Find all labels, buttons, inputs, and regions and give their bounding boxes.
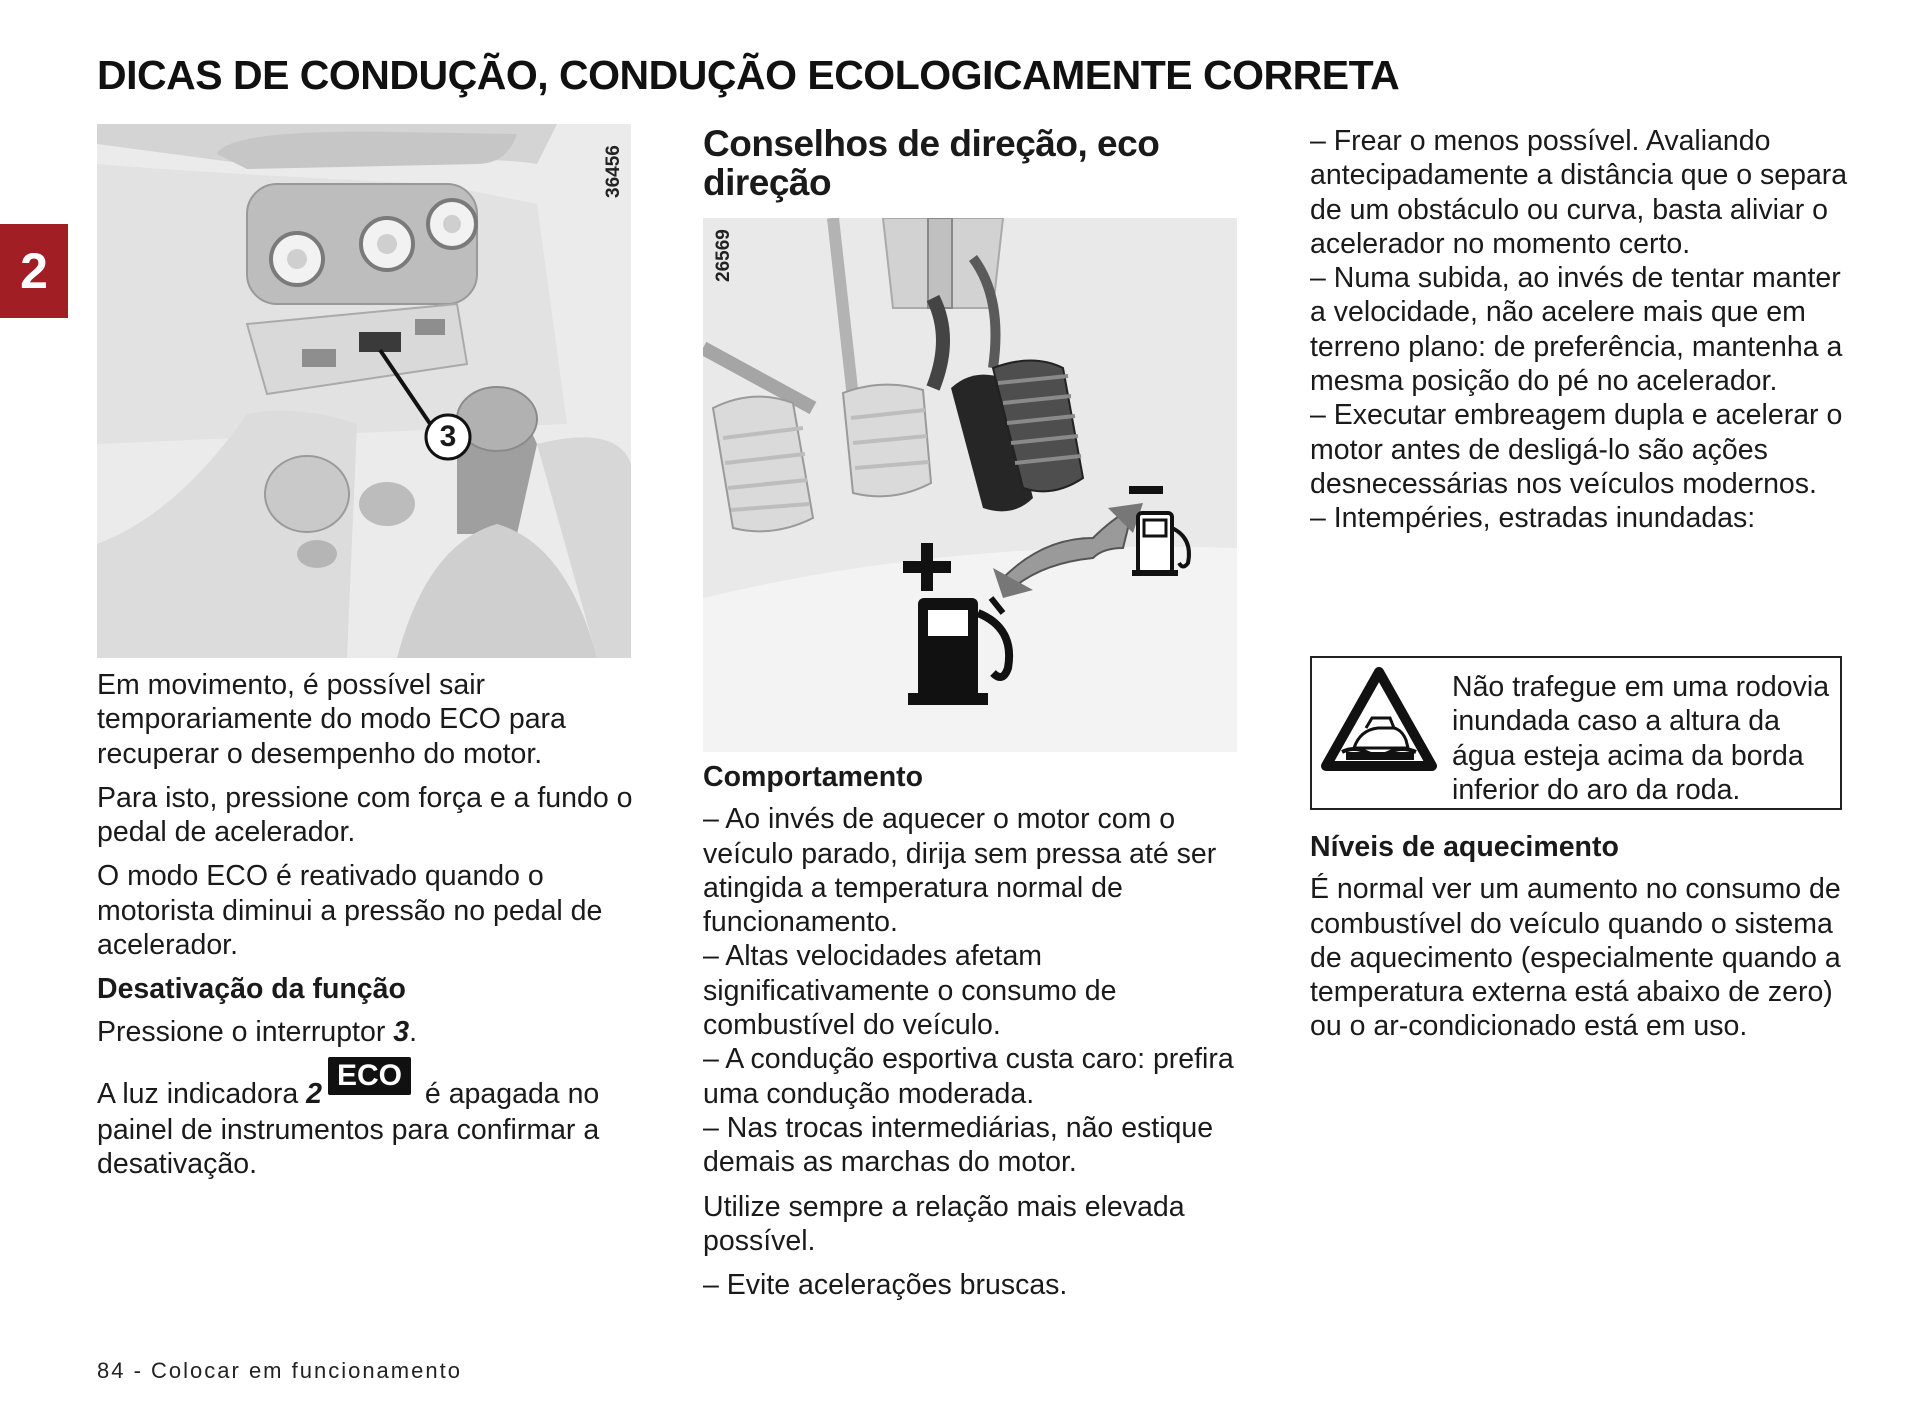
figure-pedals <box>703 218 1237 752</box>
warning-text: Não trafegue em uma rodovia inundada caso a altura da água esteja acima da borda inferior do aro da roda. <box>1452 671 1830 806</box>
bullet-list <box>703 802 1243 1179</box>
paragraph: É normal ver um aumento no consumo de combustível do veículo quando o sistema de aquecimento (especialmente quando a temperatura externa está abaixo de zero) ou o ar-condicionado está em uso. <box>1310 873 1841 1043</box>
figure-number: 26569 <box>713 229 734 282</box>
subheading: Desativação da função <box>97 973 406 1006</box>
paragraph <box>97 1058 637 1182</box>
list-item: – Executar embreagem dupla e acelerar o motor antes de desligá-lo são ações desnecessárias nos veículos modernos. <box>1310 399 1843 500</box>
list-item: – Numa subida, ao invés de tentar manter a velocidade, não acelere mais que em terreno plano: de preferência, mantenha a mesma posição do pé no acelerador. <box>1310 262 1843 398</box>
warning-flood-icon <box>1320 666 1438 774</box>
list-item: – Intempéries, estradas inundadas: <box>1310 502 1756 535</box>
paragraph: Utilize sempre a relação mais elevada possível. <box>703 1190 1185 1257</box>
figure-number: 36456 <box>603 145 624 198</box>
list-item: – Altas velocidades afetam significativamente o consumo de combustível do veículo. <box>703 940 1117 1042</box>
subheading: Níveis de aquecimento <box>1310 831 1619 863</box>
subheading: Comportamento <box>703 761 924 793</box>
pedals-illustration <box>703 218 1237 752</box>
list-item: – A condução esportiva custa caro: prefira uma condução moderada. <box>703 1043 1234 1110</box>
callout-number: 3 <box>439 420 457 453</box>
column-right <box>1310 124 1850 546</box>
text: A luz indicadora <box>97 1077 307 1110</box>
list-item: – Frear o menos possível. Avaliando antecipadamente a distância que o separa de um obstáculo ou curva, basta aliviar o acelerador no momento certo. <box>1310 125 1848 260</box>
paragraph: Para isto, pressione com força e a fundo o pedal de acelerador. <box>97 781 633 849</box>
column-middle <box>703 760 1243 1312</box>
list-item: – Ao invés de aquecer o motor com o veículo parado, dirija sem pressa até ser atingida a temperatura normal de funcionamento. <box>703 803 1217 939</box>
reference-number: 2 <box>306 1077 322 1110</box>
paragraph <box>97 1015 637 1049</box>
reference-number: 3 <box>393 1015 410 1048</box>
text: Pressione o interruptor <box>97 1015 394 1048</box>
bullet-list <box>1310 124 1850 536</box>
eco-indicator-icon: ECO <box>328 1057 411 1095</box>
page-title: DICAS DE CONDUÇÃO, CONDUÇÃO ECOLOGICAMENTE CORRETA <box>97 52 1400 98</box>
column-right-lower <box>1310 830 1850 1054</box>
text: é apagada no painel de instrumentos para confirmar a desativação. <box>97 1077 600 1181</box>
column-left <box>97 668 637 1192</box>
text: . <box>409 1015 418 1048</box>
page-footer: 84 - Colocar em funcionamento <box>97 1358 462 1383</box>
section-title: Conselhos de direção, eco direção <box>703 123 1160 203</box>
paragraph: – Evite acelerações bruscas. <box>703 1269 1068 1302</box>
figure-dashboard <box>97 124 631 658</box>
paragraph: Em movimento, é possível sair temporariamente do modo ECO para recuperar o desempenho do motor. <box>97 669 566 770</box>
warning-box <box>1310 656 1842 810</box>
list-item: – Nas trocas intermediárias, não estique demais as marchas do motor. <box>703 1111 1214 1179</box>
paragraph: O modo ECO é reativado quando o motorista diminui a pressão no pedal de acelerador. <box>97 860 603 962</box>
dashboard-illustration <box>97 124 631 658</box>
chapter-tab: 2 <box>0 224 68 318</box>
